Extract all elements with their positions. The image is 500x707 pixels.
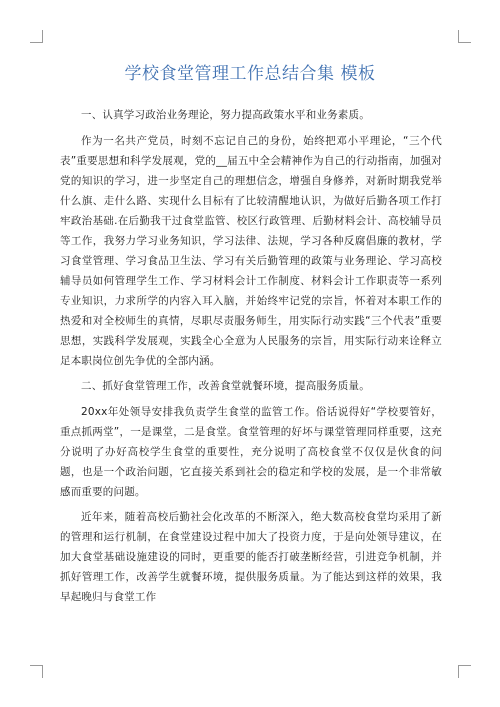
crop-mark-bottom-left [30,665,43,678]
section-heading-1: 一、认真学习政治业务理论，努力提高政策水平和业务素质。 [81,109,370,121]
body-paragraph-3: 近年来，随着高校后勤社会化改革的不断深入，绝大数高校食堂均采用了新的管理和运行机制，在食堂建设过程中加大了投资力度，于是向处领导建议，在加大食堂基础设施建设的同时，更重要的能否打破垄断经营，引进竞争机制，并抓好管理工作，改善学生就餐环境，提供服务质量。为了能达到这样的效果，我早起晚归与食堂工作 [60,511,442,603]
crop-mark-bottom-right [458,665,471,678]
document-body [60,105,442,612]
document-title: 学校食堂管理工作总结合集 模板 [124,64,376,84]
section-heading-2: 二、抓好食堂管理工作，改善食堂就餐环境，提高服务质量。 [81,380,370,392]
crop-mark-top-right [458,30,471,43]
body-paragraph-1: 作为一名共产党员，时刻不忘记自己的身份，始终把邓小平理论，“三个代表”重要思想和科学发展观，党的__届五中全会精神作为自己的行动指南，加强对党的知识的学习，进一步坚定自己的理想信念，增强自身修养，对新时期我党举什么旗、走什么路、实现什么目标有了比较清醒地认识，为做好后勤各项工作打牢政治基础.在后勤我干过食堂监管、校区行政管理、后勤材料会计、高校辅导员等工作，我努力学习业务知识，学习法律、法规，学习各种反腐倡廉的教材，学习食堂管理、学习食品卫生法、学习有关后勤管理的政策与业务理论、学习高校辅导员如何管理学生工作、学习材料会计工作制度、材料会计工作职责等一系列专业知识，力求所学的内容入耳入脑，并始终牢记党的宗旨，怀着对本职工作的热爱和对全校师生的真情，尽职尽责服务师生，用实际行动实践“三个代表”重要思想，实践科学发展观，实践全心全意为人民服务的宗旨，用实际行动来诠释立足本职岗位创先争优的全部内涵。 [60,135,442,367]
body-paragraph-2: 20xx年处领导安排我负责学生食堂的监管工作。俗话说得好“学校要管好，重点抓两堂”，一是课堂，二是食堂。食堂管理的好坏与课堂管理同样重要，这充分说明了办好高校学生食堂的重要性，充分说明了高校食堂不仅仅是伙食的问题，也是一个政治问题，它直接关系到社会的稳定和学校的发展，是一个非常敏感而重要的问题。 [60,406,442,498]
crop-mark-top-left [30,30,43,43]
